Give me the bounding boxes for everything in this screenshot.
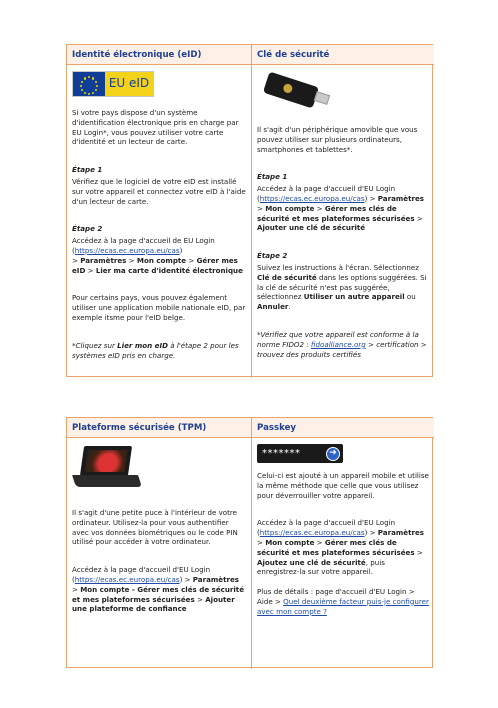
key-step2-text: Suivez les instructions à l'écran. Sélectionnez Clé de sécurité dans les options suggérées. Si la clé de sécurité n'est pas suggérée, sélectionnez Utiliser un autre appareil ou Annuler. xyxy=(257,262,427,312)
cell-eid xyxy=(67,65,252,378)
passkey-more: Plus de détails : page d'accueil d'EU Login > Aide > Quel deuxième facteur puis-je configurer avec mon compte ? xyxy=(257,586,429,616)
eid-intro: Si votre pays dispose d'un système d'identification électronique pris en charge par EU Login*, vous pouvez utiliser votre carte d'identité et un lecteur de carte. xyxy=(72,108,239,147)
key-step2-label: Étape 2 xyxy=(257,251,288,261)
arrow-right-icon: ➔ xyxy=(326,447,340,461)
key-step1-label: Étape 1 xyxy=(257,172,288,182)
methods-table-2 xyxy=(66,417,433,668)
cell-tpm xyxy=(67,438,252,669)
passkey-step-text: Accédez à la page d'accueil d'EU Login (https://ecas.ec.europa.eu/cas) > Paramètres > Mon compte > Gérer mes clés de sécurité et mes plateformes sécurisées > Ajoutez une clé de sécurité, puis enregistrez-la sur votre appareil. xyxy=(257,518,425,577)
eid-badge-text: EU eID xyxy=(105,72,153,96)
header-tpm: Plateforme sécurisée (TPM) xyxy=(67,418,252,438)
ecas-link[interactable]: https://ecas.ec.europa.eu/cas xyxy=(259,528,365,538)
header-passkey: Passkey xyxy=(252,418,434,438)
eid-step2-label: Étape 2 xyxy=(72,224,103,234)
passkey-field-icon xyxy=(257,444,343,463)
eid-step1-text: Vérifiez que le logiciel de votre eID est installé sur votre appareil et connectez votre eID à l'aide d'un lecteur de carte. xyxy=(72,176,246,206)
eid-step2-text: Accédez à la page d'accueil de EU Login (https://ecas.ec.europa.eu/cas) > Paramètres > Mon compte > Gérer mes eID > Lier ma carte d'identité électronique xyxy=(72,236,243,275)
help-link[interactable]: Quel deuxième facteur puis-je configurer avec mon compte ? xyxy=(257,596,429,616)
ecas-link[interactable]: https://ecas.ec.europa.eu/cas xyxy=(74,245,180,255)
tpm-intro: Il s'agit d'une petite puce à l'intérieur de votre ordinateur. Utilisez-la pour vous authentifier avec vos données biométriques ou le code PIN utilisé pour accéder à votre ordinateur. xyxy=(72,508,238,547)
tpm-step-text: Accédez à la page d'accueil d'EU Login (https://ecas.ec.europa.eu/cas) > Paramètres > Mon compte - Gérer mes clés de sécurité et mes plateformes sécurisées > Ajouter une plateforme de confiance xyxy=(72,565,245,614)
eid-step1-label: Étape 1 xyxy=(72,165,103,175)
key-step1-text: Accédez à la page d'accueil d'EU Login (https://ecas.ec.europa.eu/cas) > Paramètres > Mon compte > Gérer mes clés de sécurité et mes plateformes sécurisées > Ajouter une clé de sécurité xyxy=(257,184,425,233)
key-intro: Il s'agit d'un périphérique amovible que vous pouvez utiliser sur plusieurs ordinateurs, smartphones et tablettes*. xyxy=(257,125,418,154)
cell-passkey xyxy=(252,438,434,669)
fido-link[interactable]: fidoalliance.org xyxy=(310,339,366,349)
ecas-link[interactable]: https://ecas.ec.europa.eu/cas xyxy=(74,574,180,584)
eu-eid-logo xyxy=(72,71,154,97)
security-key-icon xyxy=(257,73,429,113)
cell-security-key xyxy=(252,65,434,378)
eid-note: *Cliquez sur Lier mon eID à l'étape 2 pour les systèmes eID pris en charge. xyxy=(72,340,239,360)
ecas-link[interactable]: https://ecas.ec.europa.eu/cas xyxy=(259,193,365,203)
passkey-intro: Celui-ci est ajouté à un appareil mobile et utilise la même méthode que celle que vous utilisez pour déverrouiller votre appareil. xyxy=(257,471,429,500)
methods-table-1 xyxy=(66,44,433,377)
header-security-key: Clé de sécurité xyxy=(252,45,434,65)
laptop-icon xyxy=(72,444,144,494)
key-note: *Vérifiez que votre appareil est conforme à la norme FIDO2 : fidoalliance.org > certification > trouvez des produits certifiés xyxy=(257,329,427,359)
eid-apps-text: Pour certains pays, vous pouvez également utiliser une application mobile nationale eID, par exemple itsme pour l'eID belge. xyxy=(72,293,246,322)
header-eid: Identité électronique (eID) xyxy=(67,45,252,65)
passkey-mask: ******* xyxy=(262,447,301,459)
eu-flag-icon xyxy=(73,72,105,96)
